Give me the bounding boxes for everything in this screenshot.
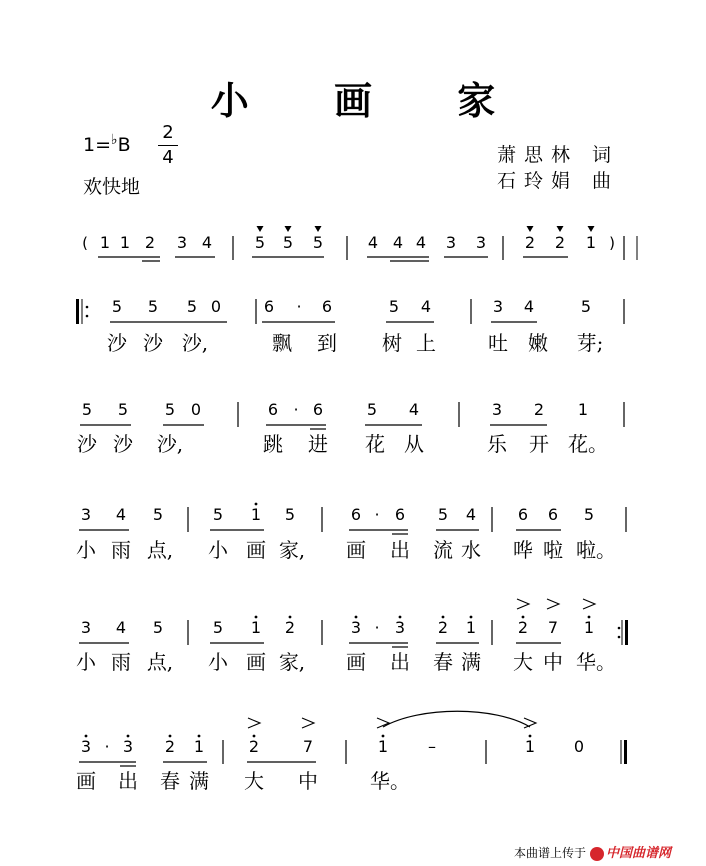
score-note: 2 bbox=[144, 233, 156, 252]
score-note: 3 bbox=[492, 297, 504, 316]
lyric-char: 雨 bbox=[111, 538, 131, 562]
key-note: B bbox=[117, 134, 131, 156]
score-note: 2 bbox=[248, 737, 260, 756]
accent-mark bbox=[248, 718, 260, 728]
accent-mark bbox=[302, 718, 314, 728]
octave-dot bbox=[588, 616, 591, 619]
final-thick-bar bbox=[624, 740, 627, 764]
lyric-char: 水 bbox=[461, 538, 481, 562]
repeat-dot bbox=[618, 627, 621, 630]
lyric-char: 嫩 bbox=[528, 331, 548, 355]
lyric-char: 树 bbox=[382, 331, 402, 355]
score-note: 3 bbox=[491, 400, 503, 419]
score-note: 5 bbox=[284, 505, 296, 524]
score-note: · bbox=[374, 618, 380, 637]
score-note: 5 bbox=[212, 618, 224, 637]
score-note: 1 bbox=[585, 233, 597, 252]
score-note: 1 bbox=[577, 400, 589, 419]
score-note: 6 bbox=[517, 505, 529, 524]
score-note: 3 bbox=[394, 618, 406, 637]
lyric-char: 花。 bbox=[568, 432, 608, 456]
lyric-char: 出 bbox=[390, 538, 410, 562]
lyric-char: 小 bbox=[208, 538, 228, 562]
accent-mark bbox=[547, 599, 559, 609]
score-note: 3 bbox=[80, 505, 92, 524]
lyric-char: 华。 bbox=[576, 650, 616, 674]
score-note: 5 bbox=[147, 297, 159, 316]
score-note: · bbox=[296, 297, 302, 316]
score-note: 1 bbox=[193, 737, 205, 756]
lyric-char: 画 bbox=[246, 650, 266, 674]
song-title: 小 画 家 bbox=[210, 78, 532, 123]
lyric-char: 上 bbox=[416, 331, 436, 355]
lyric-char: 进 bbox=[308, 432, 328, 456]
score-note: 6 bbox=[350, 505, 362, 524]
score-note: 6 bbox=[547, 505, 559, 524]
score-note: 4 bbox=[115, 505, 127, 524]
lyric-char: 开 bbox=[529, 432, 549, 456]
score-note: 5 bbox=[117, 400, 129, 419]
lyric-char: 点, bbox=[146, 650, 174, 674]
lyric-char: 大 bbox=[244, 769, 264, 793]
lyric-char: 跳 bbox=[263, 432, 283, 456]
score-note: 5 bbox=[312, 233, 324, 252]
composer-credit: 石玲娟 曲 bbox=[497, 170, 620, 192]
score-note: 0 bbox=[573, 737, 585, 756]
score-note: 5 bbox=[111, 297, 123, 316]
lyric-char: 满 bbox=[461, 650, 481, 674]
lyric-char: 满 bbox=[189, 769, 209, 793]
parenthesis: ) bbox=[609, 234, 615, 252]
score-note: 4 bbox=[465, 505, 477, 524]
score-note: 7 bbox=[302, 737, 314, 756]
score-note: · bbox=[104, 737, 110, 756]
lyric-char: 小 bbox=[208, 650, 228, 674]
lyric-char: 沙, bbox=[156, 432, 184, 456]
lyric-char: 出 bbox=[118, 769, 138, 793]
time-signature-top: 2 bbox=[162, 122, 174, 143]
lyric-char: 出 bbox=[390, 650, 410, 674]
score-note: · bbox=[374, 505, 380, 524]
score-note: 5 bbox=[388, 297, 400, 316]
score-note: · bbox=[293, 400, 299, 419]
watermark-site: 中国曲谱网 bbox=[606, 846, 672, 861]
score-decorations bbox=[76, 236, 637, 764]
score-note: 2 bbox=[284, 618, 296, 637]
lyric-char: 沙, bbox=[181, 331, 209, 355]
lyric-char: 大 bbox=[513, 650, 533, 674]
lyric-char: 哗 bbox=[513, 538, 533, 562]
score-note: 3 bbox=[80, 737, 92, 756]
lyricist-credit: 萧思林 词 bbox=[497, 144, 620, 166]
score-note: 6 bbox=[321, 297, 333, 316]
staccato-mark bbox=[257, 226, 264, 232]
octave-dot bbox=[169, 735, 172, 738]
score-note: 6 bbox=[267, 400, 279, 419]
score-note: 5 bbox=[164, 400, 176, 419]
score-note: 4 bbox=[523, 297, 535, 316]
lyric-char: 中 bbox=[543, 650, 563, 674]
score-note: 0 bbox=[210, 297, 222, 316]
flat-sign: ♭ bbox=[111, 132, 118, 148]
octave-dot bbox=[470, 616, 473, 619]
score-note: 7 bbox=[547, 618, 559, 637]
octave-dot bbox=[255, 616, 258, 619]
score-note: 4 bbox=[415, 233, 427, 252]
score-note: 2 bbox=[533, 400, 545, 419]
lyric-char: 沙 bbox=[107, 331, 127, 355]
octave-dot bbox=[198, 735, 201, 738]
lyric-char: 画 bbox=[346, 650, 366, 674]
octave-dot bbox=[85, 735, 88, 738]
score-note: 2 bbox=[524, 233, 536, 252]
score-note: 1 bbox=[465, 618, 477, 637]
accent-mark bbox=[583, 599, 595, 609]
tempo-marking: 欢快地 bbox=[83, 176, 141, 198]
score-note: 0 bbox=[190, 400, 202, 419]
score-note: 2 bbox=[437, 618, 449, 637]
lyric-char: 点, bbox=[146, 538, 174, 562]
lyric-char: 乐 bbox=[487, 432, 507, 456]
lyric-char: 春 bbox=[160, 769, 180, 793]
staccato-mark bbox=[285, 226, 292, 232]
lyric-char: 画 bbox=[246, 538, 266, 562]
watermark-text: 本曲谱上传于 bbox=[514, 846, 587, 860]
parenthesis: ( bbox=[82, 234, 88, 252]
site-logo-icon bbox=[590, 847, 604, 861]
octave-dot bbox=[399, 616, 402, 619]
score-note: 3 bbox=[80, 618, 92, 637]
score-note: 1 bbox=[250, 618, 262, 637]
score-note: 6 bbox=[263, 297, 275, 316]
lyric-char: 沙 bbox=[113, 432, 133, 456]
score-note: 1 bbox=[119, 233, 131, 252]
score-note: 4 bbox=[408, 400, 420, 419]
lyric-char: 到 bbox=[317, 331, 337, 355]
repeat-start-thick-bar bbox=[76, 299, 79, 324]
score-note: 3 bbox=[475, 233, 487, 252]
lyric-char: 啦。 bbox=[576, 538, 616, 562]
staccato-mark bbox=[315, 226, 322, 232]
tie-arc bbox=[383, 711, 530, 727]
score-note: – bbox=[428, 737, 436, 756]
score-note: 5 bbox=[580, 297, 592, 316]
lyric-char: 吐 bbox=[488, 331, 508, 355]
lyric-char: 小 bbox=[76, 650, 96, 674]
score-note: 1 bbox=[583, 618, 595, 637]
time-signature-bottom: 4 bbox=[162, 147, 174, 168]
key-prefix: 1= bbox=[83, 134, 112, 156]
lyric-char: 流 bbox=[433, 538, 453, 562]
lyric-char: 沙 bbox=[77, 432, 97, 456]
score-note: 4 bbox=[115, 618, 127, 637]
score-note: 2 bbox=[554, 233, 566, 252]
lyric-char: 飘 bbox=[272, 331, 292, 355]
lyric-char: 花 bbox=[365, 432, 385, 456]
score-note: 5 bbox=[583, 505, 595, 524]
score-note: 5 bbox=[282, 233, 294, 252]
score-note: 3 bbox=[122, 737, 134, 756]
octave-dot bbox=[253, 735, 256, 738]
score-note: 5 bbox=[212, 505, 224, 524]
score-note: 2 bbox=[164, 737, 176, 756]
lyric-char: 从 bbox=[404, 432, 424, 456]
staccato-mark bbox=[557, 226, 564, 232]
score-note: 5 bbox=[437, 505, 449, 524]
score-note: 3 bbox=[350, 618, 362, 637]
score-note: 4 bbox=[420, 297, 432, 316]
lyric-char: 中 bbox=[298, 769, 318, 793]
score-note: 4 bbox=[367, 233, 379, 252]
octave-dot bbox=[442, 616, 445, 619]
watermark bbox=[514, 842, 671, 861]
lyric-char: 家, bbox=[278, 538, 306, 562]
score-note: 4 bbox=[201, 233, 213, 252]
lyric-char: 芽; bbox=[576, 331, 604, 355]
repeat-dot bbox=[86, 306, 89, 309]
repeat-end-thick-bar bbox=[625, 620, 628, 645]
lyric-char: 小 bbox=[76, 538, 96, 562]
accent-mark bbox=[517, 599, 529, 609]
lyric-char: 啦 bbox=[543, 538, 563, 562]
octave-dot bbox=[255, 503, 258, 506]
score-note: 3 bbox=[176, 233, 188, 252]
score-note: 1 bbox=[250, 505, 262, 524]
lyric-char: 画 bbox=[346, 538, 366, 562]
octave-dot bbox=[355, 616, 358, 619]
lyric-char: 画 bbox=[76, 769, 96, 793]
octave-dot bbox=[382, 735, 385, 738]
octave-dot bbox=[289, 616, 292, 619]
score-note: 3 bbox=[445, 233, 457, 252]
score-note: 6 bbox=[394, 505, 406, 524]
score-note: 5 bbox=[152, 505, 164, 524]
lyric-char: 华。 bbox=[370, 769, 410, 793]
octave-dot bbox=[522, 616, 525, 619]
score-note: 1 bbox=[377, 737, 389, 756]
score-note: 1 bbox=[99, 233, 111, 252]
score-note: 1 bbox=[524, 737, 536, 756]
lyric-char: 家, bbox=[278, 650, 306, 674]
lyric-char: 沙 bbox=[143, 331, 163, 355]
repeat-dot bbox=[618, 636, 621, 639]
octave-dot bbox=[529, 735, 532, 738]
lyric-char: 春 bbox=[433, 650, 453, 674]
score-note: 2 bbox=[517, 618, 529, 637]
staccato-mark bbox=[527, 226, 534, 232]
score-note: 6 bbox=[312, 400, 324, 419]
staccato-mark bbox=[588, 226, 595, 232]
repeat-dot bbox=[86, 315, 89, 318]
lyric-char: 雨 bbox=[111, 650, 131, 674]
score-note: 5 bbox=[254, 233, 266, 252]
score-note: 4 bbox=[392, 233, 404, 252]
score-note: 5 bbox=[186, 297, 198, 316]
score-note: 5 bbox=[152, 618, 164, 637]
score-note: 5 bbox=[81, 400, 93, 419]
octave-dot bbox=[127, 735, 130, 738]
score-note: 5 bbox=[366, 400, 378, 419]
